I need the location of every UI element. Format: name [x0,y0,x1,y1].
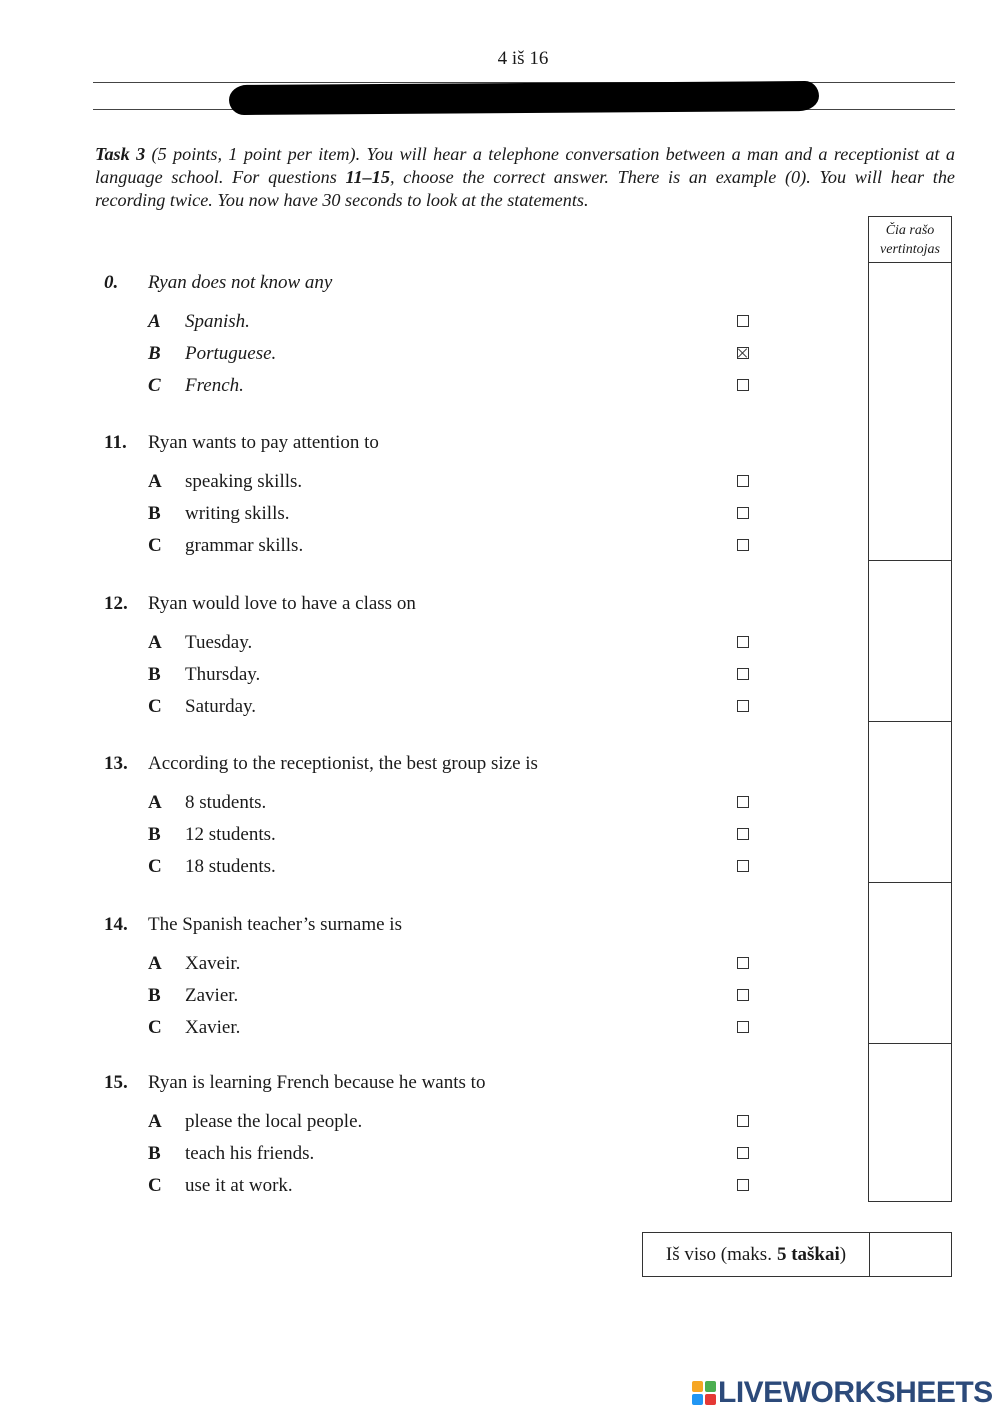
checkbox[interactable] [737,636,749,648]
option-text: speaking skills. [185,471,303,492]
option-letter: C [148,1017,162,1038]
checkbox[interactable] [737,796,749,808]
total-score-box [642,1232,952,1277]
option-b [0,824,860,848]
task-label: Task 3 [95,144,146,164]
question-number: 0. [104,272,119,293]
total-points: 5 taškai [776,1243,840,1265]
grader-cell-14[interactable] [869,883,951,1044]
option-text: Zavier. [185,985,239,1006]
checkbox[interactable] [737,860,749,872]
option-letter: A [148,792,162,813]
brand-watermark [692,1376,993,1410]
option-text: writing skills. [185,503,290,524]
checkbox[interactable] [737,1021,749,1033]
option-c [0,375,860,399]
option-letter: A [148,311,161,332]
option-letter: C [148,856,162,877]
option-b [0,503,860,527]
grader-cell-15[interactable] [869,1044,951,1201]
option-text: Spanish. [185,311,250,332]
checkbox[interactable] [737,1115,749,1127]
option-text: 8 students. [185,792,267,813]
instructions-part2: , choose the correct answer. There is an example (0). You will hear the recording twice. You now have 30 seconds to look at the statements. [95,167,955,210]
checkbox[interactable] [737,1179,749,1191]
option-letter: C [148,696,162,717]
checkbox[interactable] [737,700,749,712]
option-letter: A [148,1111,162,1132]
redaction-mark [229,81,819,115]
instructions-part1: (5 points, 1 point per item). You will hear a telephone conversation between a man and a receptionist at a language school. For questions [95,144,955,187]
total-label-close: ) [839,1243,847,1265]
option-letter: B [148,1143,161,1164]
total-label-text: Iš viso (maks. [665,1243,772,1265]
option-text: Portuguese. [185,343,277,364]
option-text: French. [185,375,244,396]
option-text: please the local people. [185,1111,363,1132]
question-number: 12. [104,593,128,614]
grader-cell-13[interactable] [869,722,951,883]
option-c [0,1017,860,1041]
question-stem: According to the receptionist, the best group size is [148,753,538,774]
question-stem: Ryan wants to pay attention to [148,432,379,453]
option-c [0,856,860,880]
grader-cell-12[interactable] [869,561,951,722]
question-number: 13. [104,753,128,774]
total-score-input[interactable] [870,1233,951,1276]
question-stem: Ryan is learning French because he wants to [148,1072,486,1093]
question-number: 11. [104,432,127,453]
liveworksheets-logo-icon [692,1381,716,1405]
grader-cell-0-11[interactable] [869,263,951,561]
grader-column [868,216,952,1202]
option-b [0,664,860,688]
option-c [0,1175,860,1199]
option-a [0,1111,860,1135]
option-letter: B [148,985,161,1006]
question-stem: The Spanish teacher’s surname is [148,914,402,935]
option-c [0,535,860,559]
checkbox[interactable] [737,539,749,551]
question-stem: Ryan would love to have a class on [148,593,416,614]
option-letter: A [148,471,162,492]
checkbox[interactable] [737,507,749,519]
option-a [0,311,860,335]
option-text: grammar skills. [185,535,304,556]
option-letter: B [148,824,161,845]
question-number: 15. [104,1072,128,1093]
checkbox-checked[interactable] [737,347,749,359]
checkbox[interactable] [737,828,749,840]
checkbox[interactable] [737,668,749,680]
option-letter: B [148,503,161,524]
option-letter: A [148,632,162,653]
task-instructions [95,143,955,212]
question-stem: Ryan does not know any [148,272,333,293]
option-c [0,696,860,720]
checkbox[interactable] [737,315,749,327]
option-a [0,792,860,816]
logo-square-1 [692,1381,703,1392]
option-text: Saturday. [185,696,257,717]
option-letter: A [148,953,162,974]
option-a [0,953,860,977]
option-text: teach his friends. [185,1143,315,1164]
option-b [0,985,860,1009]
option-letter: C [148,375,161,396]
logo-square-2 [705,1381,716,1392]
brand-name: LIVEWORKSHEETS [718,1376,993,1409]
total-label [643,1233,870,1276]
checkbox[interactable] [737,1147,749,1159]
option-b [0,1143,860,1167]
option-text: 12 students. [185,824,276,845]
option-letter: B [148,343,161,364]
question-number: 14. [104,914,128,935]
option-letter: C [148,1175,162,1196]
checkbox[interactable] [737,957,749,969]
option-text: 18 students. [185,856,276,877]
option-text: Tuesday. [185,632,253,653]
option-letter: C [148,535,162,556]
checkbox[interactable] [737,379,749,391]
option-text: Xavier. [185,1017,241,1038]
option-letter: B [148,664,161,685]
question-range: 11–15 [345,167,390,187]
option-a [0,471,860,495]
option-text: Thursday. [185,664,261,685]
page-number: 4 iš 16 [497,48,549,69]
option-text: Xaveir. [185,953,241,974]
checkbox[interactable] [737,989,749,1001]
grader-header: Čia rašo vertintojas [869,217,951,263]
logo-square-3 [692,1394,703,1405]
option-b [0,343,860,367]
logo-square-4 [705,1394,716,1405]
option-a [0,632,860,656]
checkbox[interactable] [737,475,749,487]
option-text: use it at work. [185,1175,293,1196]
